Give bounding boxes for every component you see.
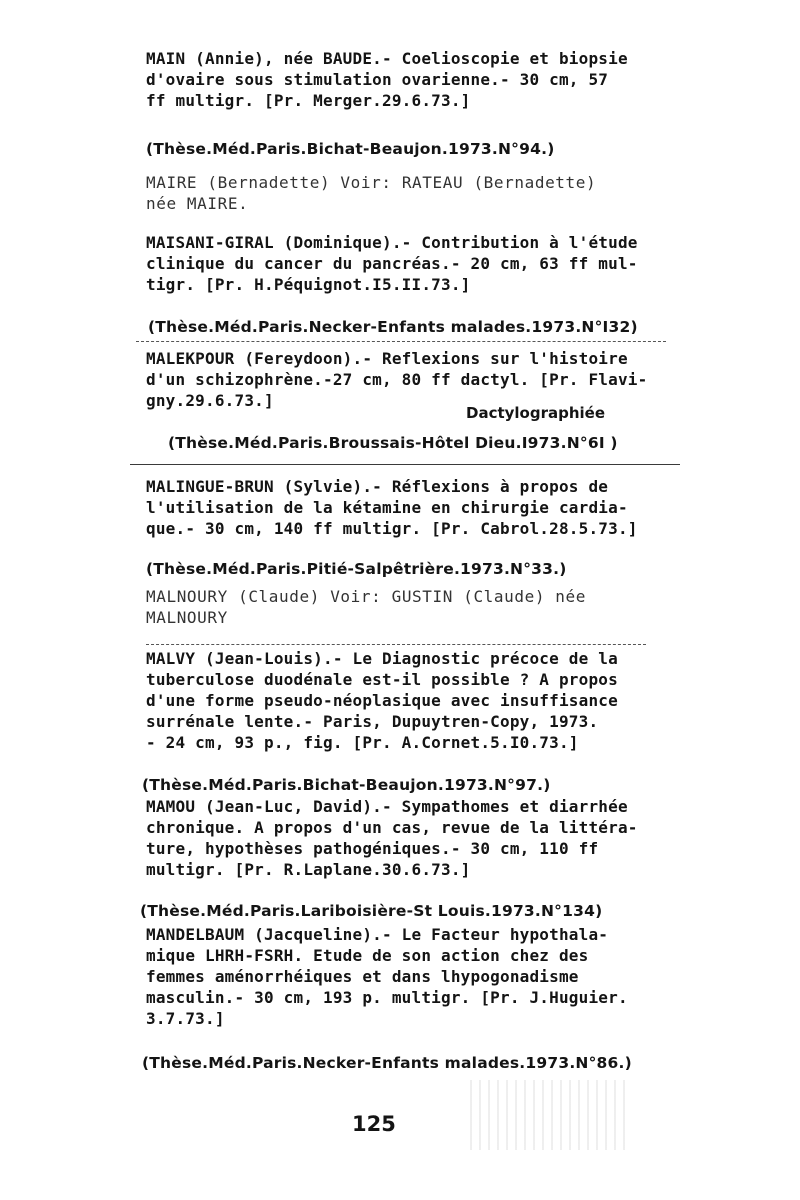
entry-line: 3.7.73.] [146,1009,225,1028]
entry-line: MAISANI-GIRAL (Dominique).- Contribution à l'étude [146,233,638,252]
entry-maisani-giral [146,232,676,295]
entry-line: ture, hypothèses pathogéniques.- 30 cm, 110 ff [146,839,599,858]
entry-line: surrénale lente.- Paris, Dupuytren-Copy, 1973. [146,712,599,731]
thesis-citation: (Thèse.Méd.Paris.Pitié-Salpêtrière.1973.N°33.) [146,560,567,578]
entry-main [146,48,676,111]
thesis-citation: (Thèse.Méd.Paris.Bichat-Beaujon.1973.N°94.) [146,140,555,158]
entry-line: MAIN (Annie), née BAUDE.- Coelioscopie et biopsie [146,49,628,68]
entry-line: MALNOURY [146,608,228,627]
separator-rule [136,341,666,342]
thesis-citation: (Thèse.Méd.Paris.Broussais-Hôtel Dieu.I973.N°6I ) [168,434,618,452]
entry-line: MALINGUE-BRUN (Sylvie).- Réflexions à propos de [146,477,609,496]
entry-line: MALEKPOUR (Fereydoon).- Reflexions sur l'histoire [146,349,628,368]
entry-line: que.- 30 cm, 140 ff multigr. [Pr. Cabrol.28.5.73.] [146,519,638,538]
entry-line: MALNOURY (Claude) Voir: GUSTIN (Claude) née [146,587,587,606]
separator-rule [130,464,680,465]
entry-line: d'un schizophrène.-27 cm, 80 ff dactyl. [Pr. Flavi- [146,370,648,389]
entry-line: MAMOU (Jean-Luc, David).- Sympathomes et diarrhée [146,797,628,816]
typed-stamp-label: Dactylographiée [466,404,606,422]
entry-mandelbaum [146,924,676,1029]
entry-line: l'utilisation de la kétamine en chirurgie cardia- [146,498,628,517]
entry-line: tigr. [Pr. H.Péquignot.I5.II.73.] [146,275,471,294]
entry-maire [146,172,676,214]
entry-line: tuberculose duodénale est-il possible ? A propos [146,670,618,689]
entry-line: - 24 cm, 93 p., fig. [Pr. A.Cornet.5.I0.73.] [146,733,579,752]
entry-line: femmes aménorrhéiques et dans lhypogonadisme [146,967,579,986]
entry-malvy [146,648,676,753]
entry-line: clinique du cancer du pancréas.- 20 cm, 63 ff mul- [146,254,638,273]
entry-line: ff multigr. [Pr. Merger.29.6.73.] [146,91,471,110]
entry-line: d'une forme pseudo-néoplasique avec insuffisance [146,691,618,710]
page-number: 125 [352,1112,396,1136]
entry-line: MALVY (Jean-Louis).- Le Diagnostic précoce de la [146,649,618,668]
entry-line: mique LHRH-FSRH. Etude de son action chez des [146,946,589,965]
entry-line: d'ovaire sous stimulation ovarienne.- 30 cm, 57 [146,70,609,89]
entry-malnoury [146,586,676,628]
entry-line: chronique. A propos d'un cas, revue de la littéra- [146,818,638,837]
thesis-citation: (Thèse.Méd.Paris.Lariboisière-St Louis.1973.N°134) [140,902,603,920]
faded-smudge [470,1080,630,1150]
entry-line: MAIRE (Bernadette) Voir: RATEAU (Bernadette) [146,173,597,192]
thesis-citation: (Thèse.Méd.Paris.Necker-Enfants malades.1973.N°I32) [148,318,638,336]
entry-line: MANDELBAUM (Jacqueline).- Le Facteur hypothala- [146,925,609,944]
entry-line: masculin.- 30 cm, 193 p. multigr. [Pr. J.Huguier. [146,988,628,1007]
entry-line: gny.29.6.73.] [146,391,274,410]
separator-rule [146,644,646,645]
thesis-citation: (Thèse.Méd.Paris.Necker-Enfants malades.1973.N°86.) [142,1054,632,1072]
entry-line: née MAIRE. [146,194,249,213]
thesis-citation: (Thèse.Méd.Paris.Bichat-Beaujon.1973.N°97.) [142,776,551,794]
entry-malekpour [146,348,676,411]
entry-line: multigr. [Pr. R.Laplane.30.6.73.] [146,860,471,879]
entry-malingue-brun [146,476,676,539]
entry-mamou [146,796,676,880]
